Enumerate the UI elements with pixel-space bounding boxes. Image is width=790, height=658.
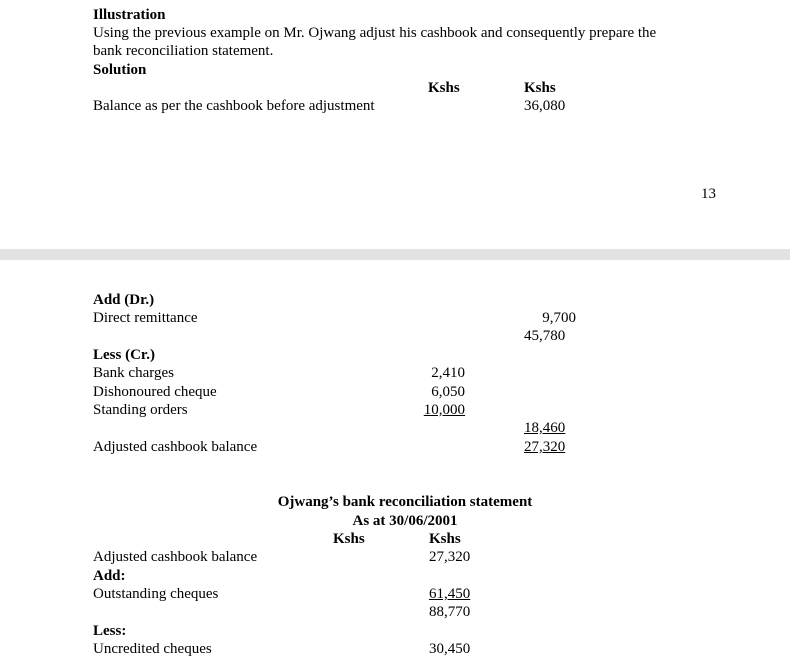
statement-subtotal: 88,770 xyxy=(429,604,471,620)
statement-add-heading: Add: xyxy=(93,568,126,584)
less-cr-heading: Less (Cr.) xyxy=(93,347,155,363)
statement-adjusted-value: 27,320 xyxy=(429,549,471,565)
illustration-heading: Illustration xyxy=(93,7,166,23)
uncredited-cheques-label: Uncredited cheques xyxy=(93,641,212,657)
less-item-label: Dishonoured cheque xyxy=(93,384,217,400)
adjusted-cashbook-label: Adjusted cashbook balance xyxy=(93,439,258,455)
page-number: 13 xyxy=(701,186,716,202)
statement-col2-header: Kshs xyxy=(429,531,461,547)
subtotal-after-add: 45,780 xyxy=(524,328,566,344)
document-page-1 xyxy=(0,0,790,249)
solution-heading: Solution xyxy=(93,62,147,78)
outstanding-cheques-value: 61,450 xyxy=(429,586,471,602)
outstanding-cheques-label: Outstanding cheques xyxy=(93,586,219,602)
cashbook-balance-label: Balance as per the cashbook before adjustment xyxy=(93,98,375,114)
statement-title: Ojwang’s bank reconciliation statement xyxy=(277,494,533,510)
direct-remittance-value: 9,700 xyxy=(542,310,576,326)
less-item-label: Bank charges xyxy=(93,365,174,381)
illustration-text-line-2: bank reconciliation statement. xyxy=(93,43,274,59)
statement-adjusted-label: Adjusted cashbook balance xyxy=(93,549,258,565)
page-separator xyxy=(0,249,790,260)
less-item-value: 10,000 xyxy=(423,402,465,418)
less-item-value: 6,050 xyxy=(431,384,465,400)
less-item-label: Standing orders xyxy=(93,402,188,418)
statement-less-heading: Less: xyxy=(93,623,127,639)
cashbook-col1-header: Kshs xyxy=(428,80,460,96)
add-dr-heading: Add (Dr.) xyxy=(93,292,155,308)
direct-remittance-label: Direct remittance xyxy=(93,310,198,326)
illustration-text-line-1: Using the previous example on Mr. Ojwang adjust his cashbook and consequently prepare the xyxy=(93,25,657,41)
statement-subtitle: As at 30/06/2001 xyxy=(352,513,458,529)
less-total-value: 18,460 xyxy=(524,420,566,436)
adjusted-cashbook-value: 27,320 xyxy=(524,439,566,455)
cashbook-col2-header: Kshs xyxy=(524,80,556,96)
cashbook-balance-value: 36,080 xyxy=(524,98,566,114)
statement-col1-header: Kshs xyxy=(333,531,365,547)
less-item-value: 2,410 xyxy=(431,365,465,381)
uncredited-cheques-value: 30,450 xyxy=(429,641,471,657)
